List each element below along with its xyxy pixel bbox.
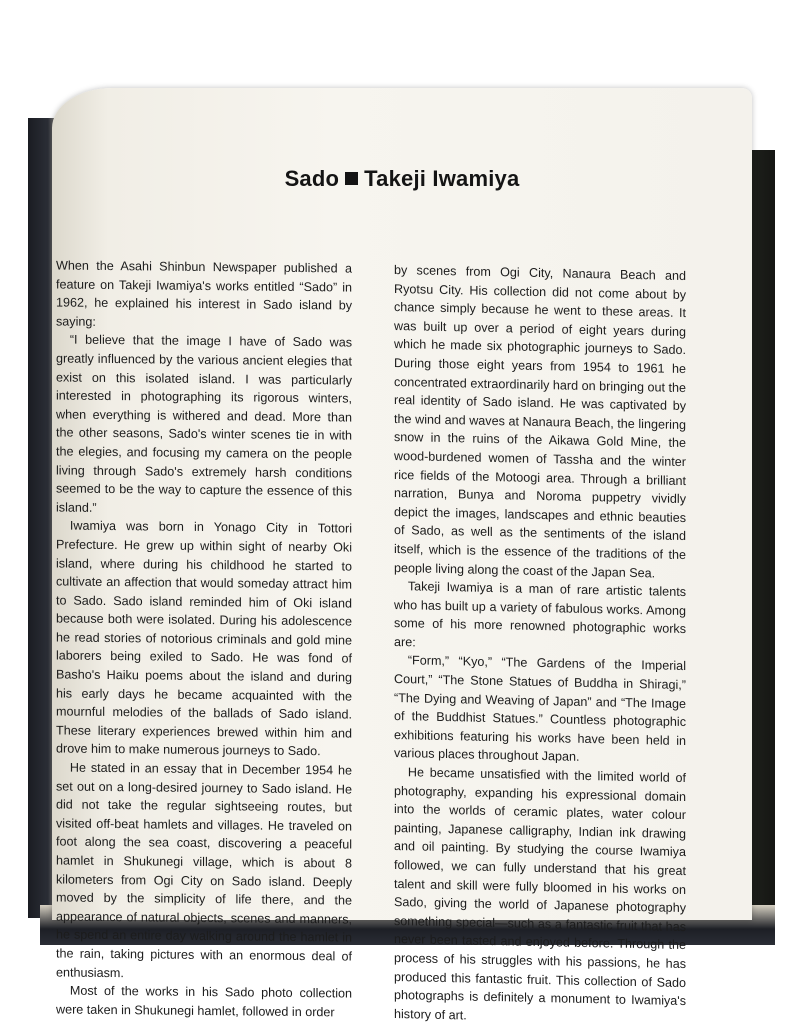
title-separator-square xyxy=(345,172,358,185)
paragraph: by scenes from Ogi City, Nanaura Beach and Ryotsu City. His collection did not come about by chance simply because he went to these areas. It was built up over a period of eight years during which he made six photographic journeys to Sado. During those eight years from 1954 to 1961 he concentrated extraordinarily hard on bringing out the real identity of Sado island. He was captivated by the wind and waves at Nanaura Beach, the lingering snow in the ruins of the Aikawa Gold Mine, the wood-burdened women of Tassha and the winter rice fields of the Motoogi area. Through a brilliant narration, Bunya and Noroma puppetry vividly depict the images, landscapes and ethnic beauties of Sado, as well as the sentiments of the island itself, which is the essence of the traditions of the people living along the coast of the Japan Sea. xyxy=(394,262,686,580)
left-column xyxy=(56,256,352,1021)
title-sado: Sado xyxy=(284,166,340,191)
title-author: Takeji Iwamiya xyxy=(364,166,520,191)
paragraph: Iwamiya was born in Yonago City in Tottori Prefecture. He grew up within sight of nearby Oki island, where during his childhood he started to cultivate an affection that would someday attract him to Sado. Sado island reminded him of Oki island because both were isolated. During his adolescence he read stories of notorious criminals and gold mine laborers being exiled to Sado. He was fond of Basho's Haiku poems about the island and during his early days he became acquainted with the mournful melodies of the ballads of Sado island. These literary experiences brewed within him and drove him to make numerous journeys to Sado. xyxy=(56,518,352,759)
paragraph: “Form,” “Kyo,” “The Gardens of the Imperial Court,” “The Stone Statues of Buddha in Shiragi,” “The Dying and Weaving of Japan” and “The Image of the Buddhist Statues.” Countless photographic exhibitions featuring his works have been held in various places throughout Japan. xyxy=(394,653,686,765)
paragraph: “I believe that the image I have of Sado was greatly influenced by the various ancient elegies that exist on this isolated island. I was particularly interested in photographing its rigorous winters, when everything is withered and dead. More than the other seasons, Sado's winter scenes tie in with the elegies, and focusing my camera on the people living through Sado's extremely harsh conditions seemed to be the way to capture the essence of this island.” xyxy=(56,332,352,515)
page-title xyxy=(52,166,752,192)
book-page xyxy=(52,88,752,1023)
right-column xyxy=(394,261,686,1029)
paragraph: When the Asahi Shinbun Newspaper published a feature on Takeji Iwamiya's works entitled “Sado” in 1962, he explained his interest in Sado island by saying: xyxy=(56,258,352,329)
paragraph: Most of the works in his Sado photo collection were taken in Shukunegi hamlet, followed in order xyxy=(56,983,352,1020)
paragraph: Takeji Iwamiya is a man of rare artistic talents who has built up a variety of fabulous works. Among some of his more renowned photographic works are: xyxy=(394,579,686,650)
paragraph: He stated in an essay that in December 1954 he set out on a long-desired journey to Sado island. He did not take the regular sightseeing routes, but visited off-beat hamlets and villages. He traveled on foot along the sea coast, discovering a peaceful hamlet in Shukunegi village, which is about 8 kilometers from Ogi City on Sado island. Deeply moved by the simplicity of life there, and the appearance of natural objects, scenes and manners, he spend an entire day walking around the hamlet in the rain, taking pictures with an enormous deal of enthusiasm. xyxy=(56,760,352,980)
paragraph: He became unsatisfied with the limited world of photography, expanding his expressional domain into the worlds of ceramic plates, water colour painting, Japanese calligraphy, Indian ink drawing and oil painting. By studying the course Iwamiya followed, we can fully understand that his great talent and skill were fully bloomed in his works on Sado, giving the world of Japanese photography something special—such as a fantastic fruit that has never been tasted and enjoyed before. Through the process of his struggles with his passions, he has produced this fantastic fruit. This collection of Sado photographs is definitely a monument to Iwamiya's history of art. xyxy=(394,765,686,1023)
